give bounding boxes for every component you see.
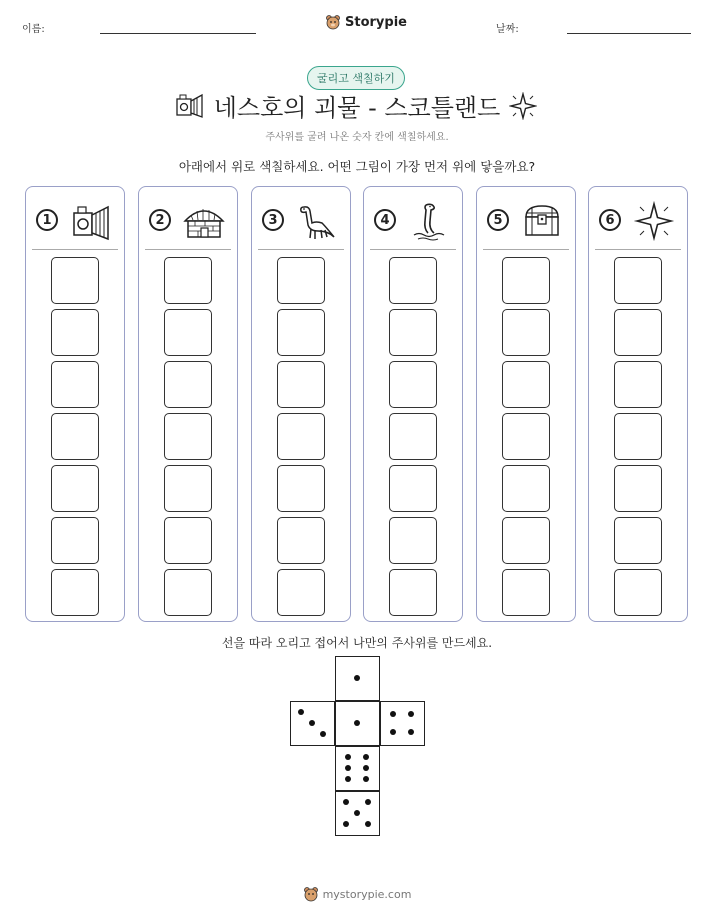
color-box[interactable] [614, 257, 662, 304]
color-box[interactable] [389, 361, 437, 408]
color-box[interactable] [502, 569, 550, 616]
color-box[interactable] [51, 569, 99, 616]
color-box[interactable] [51, 257, 99, 304]
bear-icon [325, 14, 341, 30]
color-box[interactable] [277, 361, 325, 408]
date-label: 날짜: [496, 24, 519, 35]
brand-name: Storypie [345, 14, 407, 30]
sparkle-icon [509, 92, 537, 120]
instruction-text: 아래에서 위로 색칠하세요. 어떤 그림이 가장 먼저 위에 닿을까요? [178, 159, 536, 174]
color-box[interactable] [164, 465, 212, 512]
column-2 [138, 186, 238, 622]
die-face-top [335, 656, 380, 701]
color-box[interactable] [389, 569, 437, 616]
column-6 [588, 186, 688, 622]
column-number: 2 [149, 209, 171, 231]
column-number: 6 [599, 209, 621, 231]
color-box[interactable] [614, 465, 662, 512]
color-box[interactable] [389, 465, 437, 512]
die-face-back [335, 791, 380, 836]
column-3 [251, 186, 351, 622]
column-number: 3 [262, 209, 284, 231]
color-box[interactable] [51, 465, 99, 512]
color-box[interactable] [502, 361, 550, 408]
page-subtitle: 주사위를 굴려 나온 숫자 칸에 색칠하세요. [265, 132, 449, 143]
color-box[interactable] [51, 309, 99, 356]
sparkle-icon [633, 201, 675, 241]
color-box[interactable] [164, 569, 212, 616]
column-divider [483, 249, 569, 250]
column-4 [363, 186, 463, 622]
column-number: 4 [374, 209, 396, 231]
color-box[interactable] [502, 413, 550, 460]
color-box[interactable] [51, 361, 99, 408]
color-box[interactable] [502, 257, 550, 304]
die-face-right [380, 701, 425, 746]
column-divider [32, 249, 118, 250]
brand-logo [325, 14, 407, 30]
color-box[interactable] [614, 517, 662, 564]
color-box[interactable] [277, 413, 325, 460]
die-face-center [335, 701, 380, 746]
name-label: 이름: [22, 24, 45, 35]
color-box[interactable] [164, 309, 212, 356]
color-box[interactable] [51, 413, 99, 460]
footer [0, 886, 714, 902]
column-number: 5 [487, 209, 509, 231]
color-box[interactable] [389, 257, 437, 304]
date-line[interactable] [567, 33, 691, 34]
color-box[interactable] [502, 465, 550, 512]
activity-badge: 굴리고 색칠하기 [307, 66, 405, 90]
column-number: 1 [36, 209, 58, 231]
column-5 [476, 186, 576, 622]
color-box[interactable] [164, 361, 212, 408]
color-box[interactable] [277, 309, 325, 356]
color-box[interactable] [389, 309, 437, 356]
column-divider [258, 249, 344, 250]
column-1 [25, 186, 125, 622]
sea-serpent-icon [408, 201, 450, 241]
color-box[interactable] [502, 517, 550, 564]
color-box[interactable] [51, 517, 99, 564]
color-box[interactable] [614, 361, 662, 408]
bear-icon [303, 886, 319, 902]
color-box[interactable] [164, 413, 212, 460]
color-box[interactable] [502, 309, 550, 356]
color-box[interactable] [277, 465, 325, 512]
color-box[interactable] [277, 569, 325, 616]
color-box[interactable] [389, 517, 437, 564]
treasure-chest-icon [521, 201, 563, 241]
color-box[interactable] [277, 257, 325, 304]
footer-url[interactable]: mystorypie.com [322, 887, 412, 901]
color-box[interactable] [614, 309, 662, 356]
name-line[interactable] [100, 33, 256, 34]
camera-icon [70, 201, 112, 241]
color-box[interactable] [164, 517, 212, 564]
color-box[interactable] [614, 569, 662, 616]
color-box[interactable] [389, 413, 437, 460]
die-face-left [290, 701, 335, 746]
dinosaur-icon [296, 201, 338, 241]
fold-instruction: 선을 따라 오리고 접어서 나만의 주사위를 만드세요. [221, 636, 493, 650]
column-divider [595, 249, 681, 250]
color-box[interactable] [614, 413, 662, 460]
column-divider [145, 249, 231, 250]
color-box[interactable] [277, 517, 325, 564]
thatched-cottage-icon [183, 201, 225, 241]
column-divider [370, 249, 456, 250]
die-face-bottom [335, 746, 380, 791]
color-box[interactable] [164, 257, 212, 304]
page-title: 네스호의 괴물 - 스코틀랜드 [213, 94, 501, 122]
